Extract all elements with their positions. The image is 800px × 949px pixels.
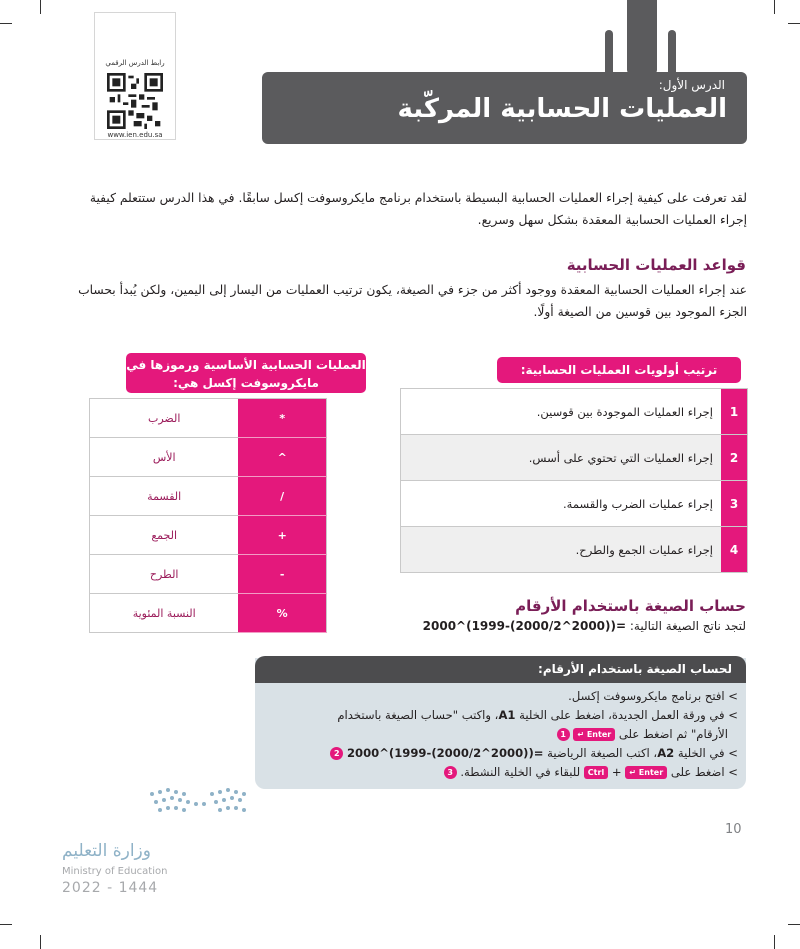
table-row (90, 555, 327, 594)
step-2-text-c: الأرقام" ثم اضغط على (615, 727, 728, 741)
plus-sign: + (611, 765, 622, 779)
step-2-cell: A1 (498, 708, 516, 722)
operator-symbol: - (238, 555, 326, 594)
table-row (90, 438, 327, 477)
crop-mark (774, 0, 775, 14)
priority-text: إجراء عمليات الضرب والقسمة. (563, 496, 713, 511)
qr-caption: رابط الدرس الرقمي (105, 59, 165, 67)
steps-list (270, 687, 738, 782)
plug-prong-icon (605, 30, 613, 74)
table-row (90, 399, 327, 438)
lesson-banner (262, 72, 747, 144)
operator-name: الضرب (90, 399, 239, 438)
ministry-logo-icon (150, 788, 248, 824)
table-row (90, 594, 327, 633)
qr-code-icon (107, 73, 163, 129)
operator-name: النسبة المئوية (90, 594, 239, 633)
formula-prefix: لتجد ناتج الصيغة التالية: (626, 619, 746, 633)
plug-prong-icon (668, 30, 676, 74)
list-item (401, 481, 747, 527)
step-3-text-a: > في الخلية (674, 746, 738, 760)
priority-number: 3 (721, 481, 747, 526)
priority-text: إجراء العمليات الموجودة بين قوسين. (536, 404, 713, 419)
intro-paragraph: لقد تعرفت على كيفية إجراء العمليات الحسابية البسيطة باستخدام برنامج مايكروسوفت إكسل سابقًا. في هذا الدرس ستتعلم كيفية إجراء العمليات الحسابية المعقدة بشكل سهل وسريع. (89, 191, 747, 227)
table-row (90, 477, 327, 516)
step-3-cell: A2 (657, 746, 675, 760)
operator-symbol: / (238, 477, 326, 516)
plug-icon (627, 0, 657, 74)
qr-code-card[interactable] (94, 12, 176, 140)
list-item (401, 435, 747, 481)
crop-mark (40, 0, 41, 14)
step-4-text-a: > اضغط على (667, 765, 738, 779)
list-item (401, 389, 747, 435)
crop-mark (788, 23, 800, 24)
enter-key-icon: Enter ↵ (625, 766, 667, 779)
steps-header (255, 656, 746, 683)
formula-line (300, 619, 746, 633)
operator-name: الجمع (90, 516, 239, 555)
steps-header-text: لحساب الصيغة باستخدام الأرقام: (538, 662, 732, 676)
list-item (401, 527, 747, 572)
priority-text: إجراء عمليات الجمع والطرح. (401, 527, 721, 572)
table-row (90, 516, 327, 555)
step-badge: 3 (444, 766, 457, 779)
lesson-label: الدرس الأول: (658, 78, 725, 92)
crop-mark (40, 935, 41, 949)
operator-symbol: + (238, 516, 326, 555)
ctrl-key-icon: Ctrl (584, 766, 608, 779)
crop-mark (0, 924, 12, 925)
formula-expression: 2000^(1999-(2000/2^2000))= (422, 619, 627, 633)
step-3-formula: 2000^(1999-(2000/2^2000))= (346, 746, 544, 760)
step-4 (270, 763, 738, 782)
rules-heading: قواعد العمليات الحسابية (566, 256, 746, 274)
page-number: 10 (725, 822, 742, 837)
lesson-title: العمليات الحسابية المركّبة (397, 94, 727, 124)
crop-mark (0, 23, 12, 24)
priority-list (400, 388, 748, 573)
qr-url: www.ien.edu.sa (107, 131, 163, 139)
crop-mark (788, 924, 800, 925)
priority-number: 2 (721, 435, 747, 480)
enter-key-icon: Enter ↵ (573, 728, 615, 741)
step-2-text-a: > في ورقة العمل الجديدة، اضغط على الخلية (515, 708, 738, 722)
priority-header: ترتيب أولويات العمليات الحسابية: (497, 357, 741, 383)
operator-name: القسمة (90, 477, 239, 516)
year-label: 2022 - 1444 (62, 880, 159, 896)
step-2-text-b: ، واكتب "حساب الصيغة باستخدام (337, 708, 499, 722)
crop-mark (774, 935, 775, 949)
step-3-text-b: ، اكتب الصيغة الرياضية (543, 746, 658, 760)
step-2 (270, 706, 738, 744)
priority-text: إجراء العمليات التي تحتوي على أسس. (401, 435, 721, 480)
priority-number: 1 (721, 389, 747, 434)
operators-table (89, 398, 327, 633)
ministry-name-ar: وزارة التعليم (62, 841, 151, 861)
step-badge: 1 (557, 728, 570, 741)
operator-symbol: % (238, 594, 326, 633)
step-badge: 2 (330, 747, 343, 760)
operator-name: الطرح (90, 555, 239, 594)
step-1: > افتح برنامج مايكروسوفت إكسل. (568, 689, 738, 703)
operators-header: العمليات الحسابية الأساسية ورموزها في مايكروسوفت إكسل هي: (126, 353, 366, 393)
rules-paragraph: عند إجراء العمليات الحسابية المعقدة ووجود أكثر من جزء في الصيغة، يكون ترتيب العمليات من اليسار إلى اليمين، ولكن يُبدأ بحساب الجزء الموجود بين قوسين من الصيغة أولًا. (78, 283, 747, 319)
operator-symbol: ^ (238, 438, 326, 477)
ministry-name-en: Ministry of Education (62, 866, 168, 877)
operator-symbol: * (238, 399, 326, 438)
formula-heading: حساب الصيغة باستخدام الأرقام (515, 597, 746, 615)
step-3 (270, 744, 738, 763)
operator-name: الأس (90, 438, 239, 477)
step-4-text-b: للبقاء في الخلية النشطة. (460, 765, 584, 779)
priority-number: 4 (721, 527, 747, 572)
